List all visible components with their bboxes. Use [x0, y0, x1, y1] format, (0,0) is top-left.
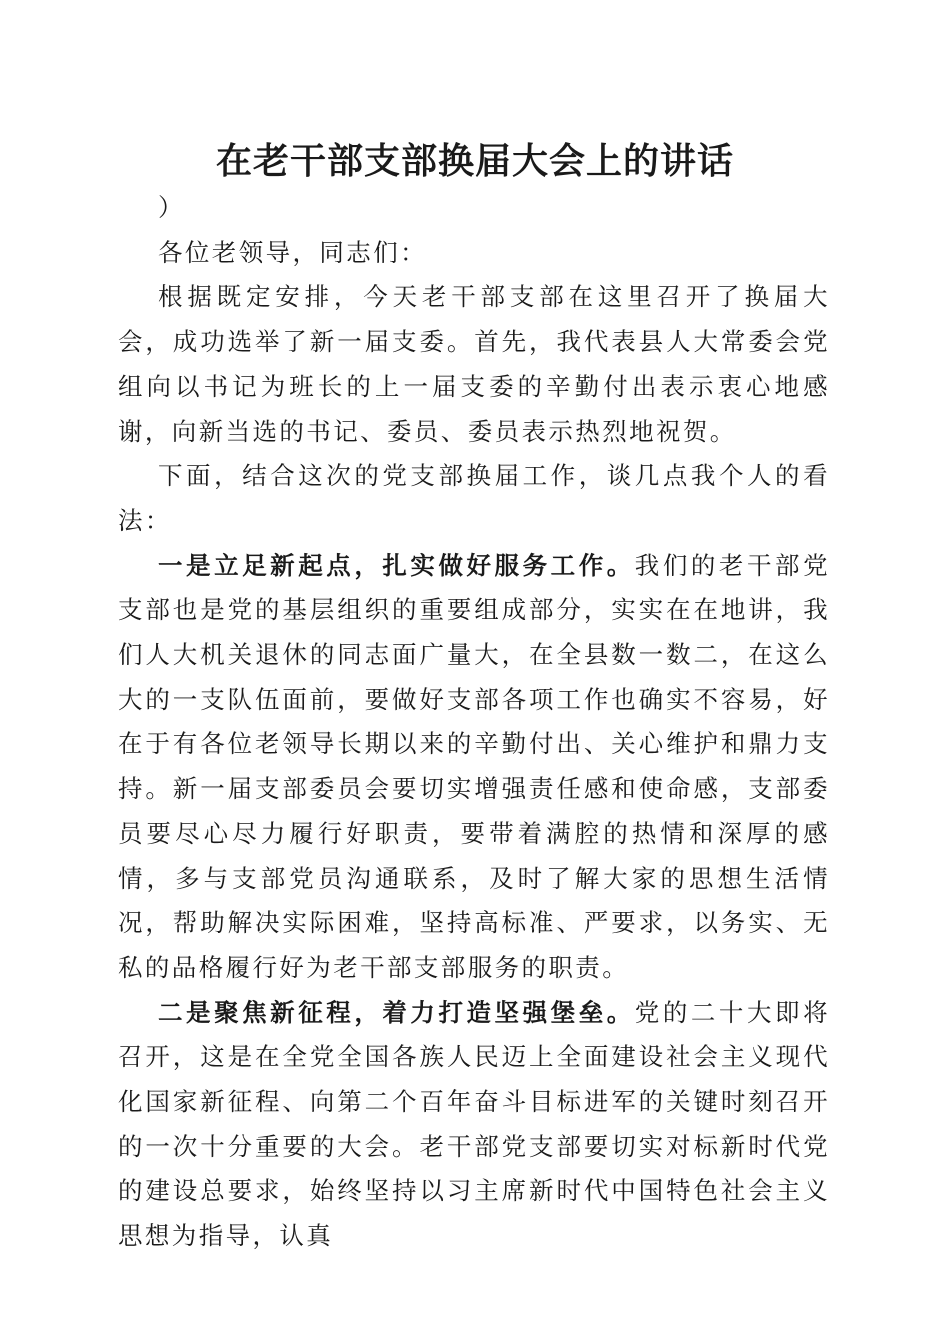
document-title: 在老干部支部换届大会上的讲话 — [215, 140, 734, 182]
point-two-heading: 二是聚焦新征程，着力打造坚强堡垒。 — [158, 997, 635, 1027]
paragraph-text: 党的二十大即将召开，这是在全党全国各族人民迈上全面建设社会主义现代化国家新征程、向第二个百年奋斗目标进军的关键时刻召开的一次十分重要的大会。老干部党支部要切实对标新时代党的建设总要求，始终坚持以习主席新时代中国特色社会主义思想为指导，认真 — [118, 997, 830, 1251]
stray-mark: ） — [158, 193, 185, 222]
paragraph-point-one — [118, 544, 830, 991]
document-body — [118, 186, 830, 1259]
paragraph-intro — [118, 454, 830, 543]
paragraph-point-two — [118, 991, 830, 1259]
paragraph-text: 根据既定安排，今天老干部支部在这里召开了换届大会，成功选举了新一届支委。首先，我代表县人大常委会党组向以书记为班长的上一届支委的辛勤付出表示衷心地感谢，向新当选的书记、委员、委员表示热烈地祝贺。 — [118, 282, 830, 446]
paragraph-text: 下面，结合这次的党支部换届工作，谈几点我个人的看法： — [118, 461, 830, 535]
greeting: 各位老领导，同志们： — [158, 237, 427, 267]
point-one-heading: 一是立足新起点，扎实做好服务工作。 — [158, 550, 635, 580]
paragraph-text: 我们的老干部党支部也是党的基层组织的重要组成部分，实实在在地讲，我们人大机关退休的同志面广量大，在全县数一数二，在这么大的一支队伍面前，要做好支部各项工作也确实不容易，好在于有各位老领导长期以来的辛勤付出、关心维护和鼎力支持。新一届支部委员会要切实增强责任感和使命感，支部委员要尽心尽力履行好职责，要带着满腔的热情和深厚的感情，多与支部党员沟通联系，及时了解大家的思想生活情况，帮助解决实际困难，坚持高标准、严要求，以务实、无私的品格履行好为老干部支部服务的职责。 — [118, 550, 830, 982]
paragraph-opening — [118, 275, 830, 454]
